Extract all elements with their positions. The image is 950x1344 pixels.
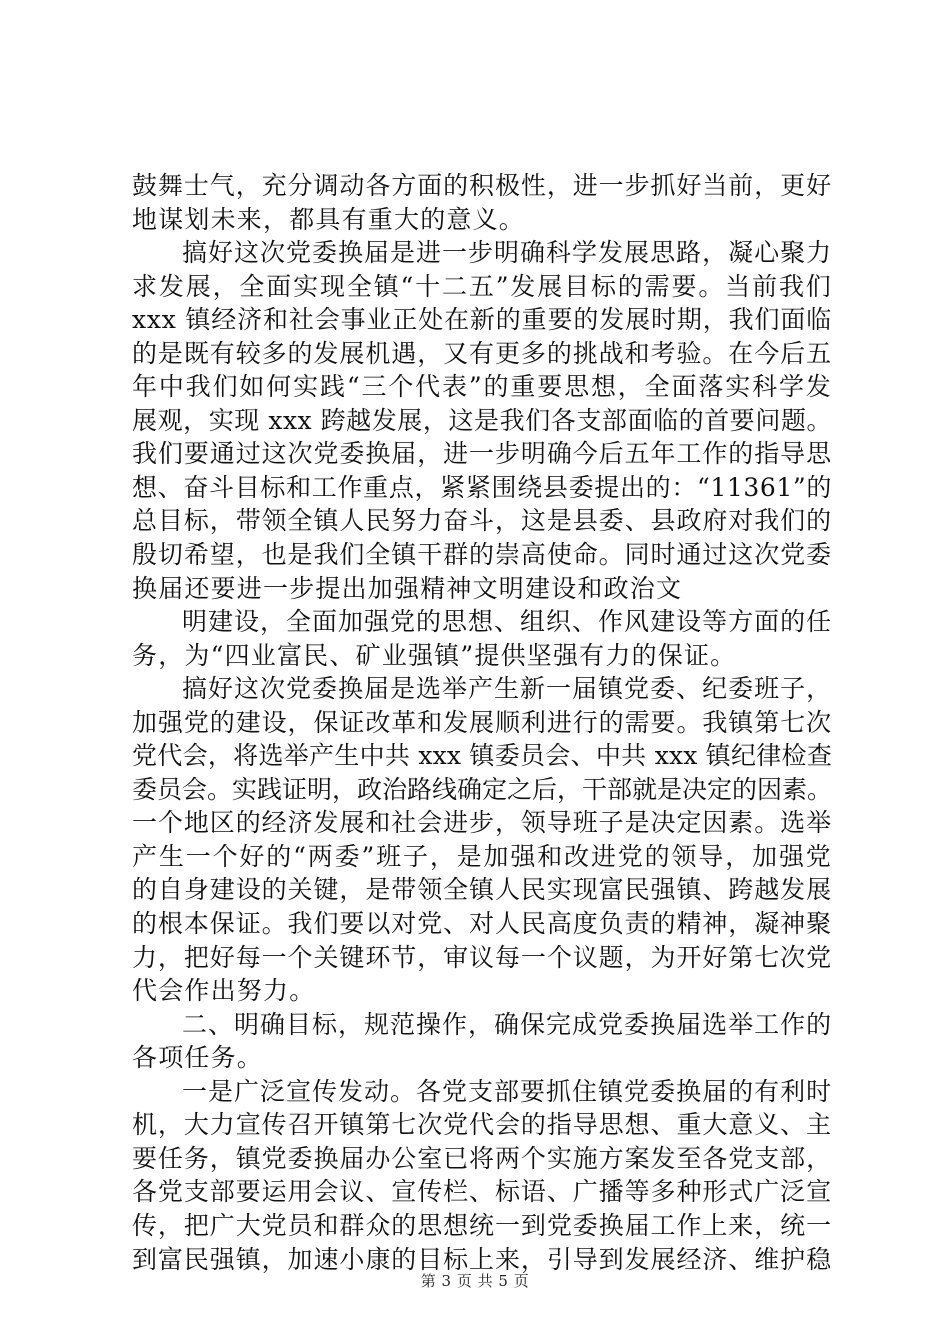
text-line: xxx 镇经济和社会事业正处在新的重要的发展时期，我们面临	[132, 305, 832, 335]
text-line: 明建设，全面加强党的思想、组织、作风建设等方面的任	[182, 607, 832, 637]
text-line: 我们要通过这次党委换届，进一步明确今后五年工作的指导思	[132, 439, 832, 469]
text-line: 搞好这次党委换届是进一步明确科学发展思路，凝心聚力	[182, 238, 832, 268]
text-line: 鼓舞士气，充分调动各方面的积极性，进一步抓好当前，更好	[132, 171, 832, 200]
text-line: 各党支部要运用会议、宣传栏、标语、广播等多种形式广泛宣	[132, 1177, 832, 1207]
text-line: 二、明确目标，规范操作，确保完成党委换届选举工作的	[182, 1009, 832, 1039]
text-line: 代会作出努力。	[132, 976, 316, 1006]
text-line: 加强党的建设，保证改革和发展顺利进行的需要。我镇第七次	[132, 707, 832, 737]
text-line: 展观，实现 xxx 跨越发展，这是我们各支部面临的首要问题。	[132, 405, 832, 435]
text-line: 务，为“四业富民、矿业强镇”提供坚强有力的保证。	[132, 640, 737, 670]
text-line: 的根本保证。我们要以对党、对人民高度负责的精神，凝神聚	[132, 909, 832, 939]
text-line: 换届还要进一步提出加强精神文明建设和政治文	[132, 573, 683, 603]
body-text	[132, 169, 832, 1276]
text-line: 的是既有较多的发展机遇，又有更多的挑战和考验。在今后五	[132, 338, 832, 368]
text-line: 传，把广大党员和群众的思想统一到党委换届工作上来，统一	[132, 1210, 832, 1240]
text-line: 到富民强镇，加速小康的目标上来，引导到发展经济、维护稳	[132, 1244, 832, 1274]
text-line: 要任务，镇党委换届办公室已将两个实施方案发至各党支部，	[132, 1143, 832, 1173]
page-footer: 第 3 页 共 5 页	[420, 1272, 530, 1290]
text-line: 殷切希望，也是我们全镇干群的崇高使命。同时通过这次党委	[132, 540, 832, 570]
text-line: 委员会。实践证明，政治路线确定之后，干部就是决定的因素。	[132, 774, 833, 804]
text-line: 总目标，带领全镇人民努力奋斗，这是县委、县政府对我们的	[132, 506, 832, 536]
text-line: 地谋划未来，都具有重大的意义。	[132, 204, 526, 234]
text-line: 各项任务。	[132, 1043, 264, 1073]
text-line: 力，把好每一个关键环节，审议每一个议题，为开好第七次党	[132, 942, 832, 972]
text-line: 的自身建设的关键，是带领全镇人民实现富民强镇、跨越发展	[132, 875, 832, 905]
text-line: 一个地区的经济发展和社会进步，领导班子是决定因素。选举	[132, 808, 832, 838]
text-line: 机，大力宣传召开镇第七次党代会的指导思想、重大意义、主	[132, 1110, 832, 1140]
text-line: 搞好这次党委换届是选举产生新一届镇党委、纪委班子，	[182, 674, 832, 704]
text-line: 年中我们如何实践“三个代表”的重要思想，全面落实科学发	[132, 372, 832, 402]
text-line: 产生一个好的“两委”班子，是加强和改进党的领导，加强党	[132, 841, 832, 871]
text-line: 求发展，全面实现全镇“十二五”发展目标的需要。当前我们	[132, 271, 832, 301]
text-line: 一是广泛宣传发动。各党支部要抓住镇党委换届的有利时	[182, 1076, 832, 1106]
text-line: 党代会，将选举产生中共 xxx 镇委员会、中共 xxx 镇纪律检查	[132, 741, 832, 771]
text-line: 想、奋斗目标和工作重点，紧紧围绕县委提出的：“11361”的	[132, 472, 832, 502]
